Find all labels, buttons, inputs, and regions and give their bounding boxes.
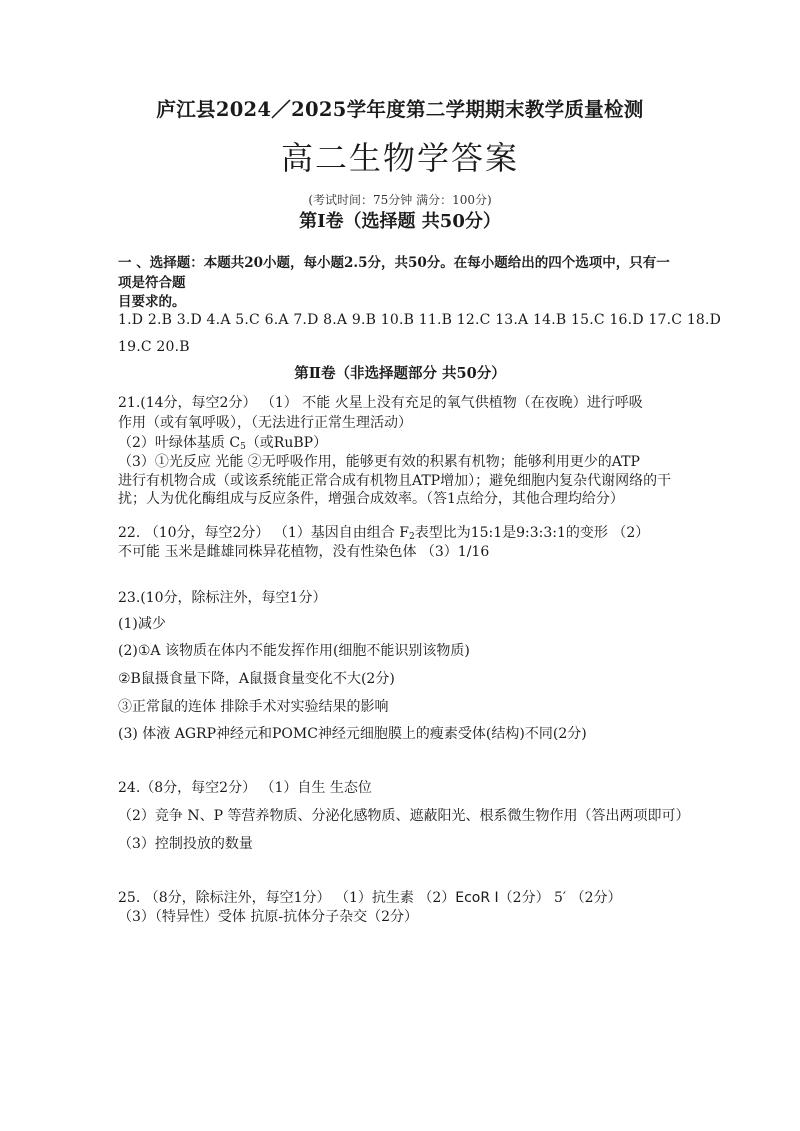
q24-line3: （3）控制投放的数量 [118, 836, 253, 852]
q23-line3: (2)①A 该物质在体内不能发挥作用(细胞不能识别该物质) [118, 643, 470, 659]
q24-line2: （2）竞争 N、P 等营养物质、分泌化感物质、遮蔽阳光、根系微生物作用（答出两项即可） [118, 808, 690, 824]
part1-instruction-line2: 项是符合题 [118, 275, 186, 291]
part2-heading: 第Ⅱ卷（非选择题部分 共50分） [294, 365, 506, 382]
q22-line2: 不可能 玉米是雌雄同株异花植物，没有性染色体 （3）1/16 [118, 544, 490, 560]
part1-heading: 第Ⅰ卷（选择题 共50分） [299, 211, 501, 232]
q23-line6: (3) 体液 AGRP神经元和POMC神经元细胞膜上的瘦素受体(结构)不同(2分) [118, 726, 587, 742]
choice-answers-line1: 1.D 2.B 3.D 4.A 5.C 6.A 7.D 8.A 9.B 10.B 11.B 12.C 13.A 14.B 15.C 16.D 17.C 18.D [118, 312, 722, 328]
document-title: 高二生物学答案 [280, 139, 519, 177]
exam-title: 庐江县2024／2025学年度第二学期期末教学质量检测 [156, 98, 644, 121]
part1-instruction-line1: 一 、选择题：本题共20小题，每小题2.5分，共50分。在每小题给出的四个选项中，只有一 [118, 255, 670, 271]
choice-answers-line2: 19.C 20.B [118, 339, 190, 355]
q23-line4: ②B鼠摄食量下降，A鼠摄食量变化不大(2分) [118, 671, 395, 687]
q21-line5: 进行有机物合成（或该系统能正常合成有机物且ATP增加）；避免细胞内复杂代谢网络的干 [118, 473, 672, 489]
part1-instruction-line3: 目要求的。 [118, 294, 186, 310]
q25-line1: 25. （8分，除标注外，每空1分） （1）抗生素 （2）EcoR Ⅰ（2分） 5′ （2分） [118, 890, 622, 906]
q21-line6: 扰；人为优化酶组成与反应条件，增强合成效率。（答1点给分，其他合理均给分） [118, 491, 624, 507]
q21-line4: （3）①光反应 光能 ②无呼吸作用，能够更有效的积累有机物；能够利用更少的ATP [118, 454, 640, 470]
q25-line2: （3）（特异性）受体 抗原-抗体分子杂交（2分） [118, 909, 418, 925]
q22-line1: 22. （10分，每空2分） （1）基因自由组合 $F_2$表型比为15:1是9:3:3:1的变形 （2） [118, 525, 650, 542]
q21-line3: （2）叶绿体基质 $C_5$（或RuBP） [118, 435, 328, 452]
q21-line1: 21.(14分，每空2分） （1） 不能 火星上没有充足的氧气供植物（在夜晚）进行呼吸 [118, 395, 643, 411]
exam-info: (考试时间：75分钟 满分：100分) [308, 193, 492, 207]
q23-line5: ③正常鼠的连体 排除手术对实验结果的影响 [118, 699, 389, 715]
q21-line2: 作用（或有氧呼吸），（无法进行正常生理活动） [118, 415, 412, 431]
q24-line1: 24.（8分，每空2分） （1）自生 生态位 [118, 780, 372, 796]
restriction-enzyme-name: EcoR Ⅰ [455, 890, 499, 906]
q23-line1: 23.(10分，除标注外，每空1分） [118, 590, 327, 606]
q23-line2: (1)减少 [118, 616, 166, 632]
